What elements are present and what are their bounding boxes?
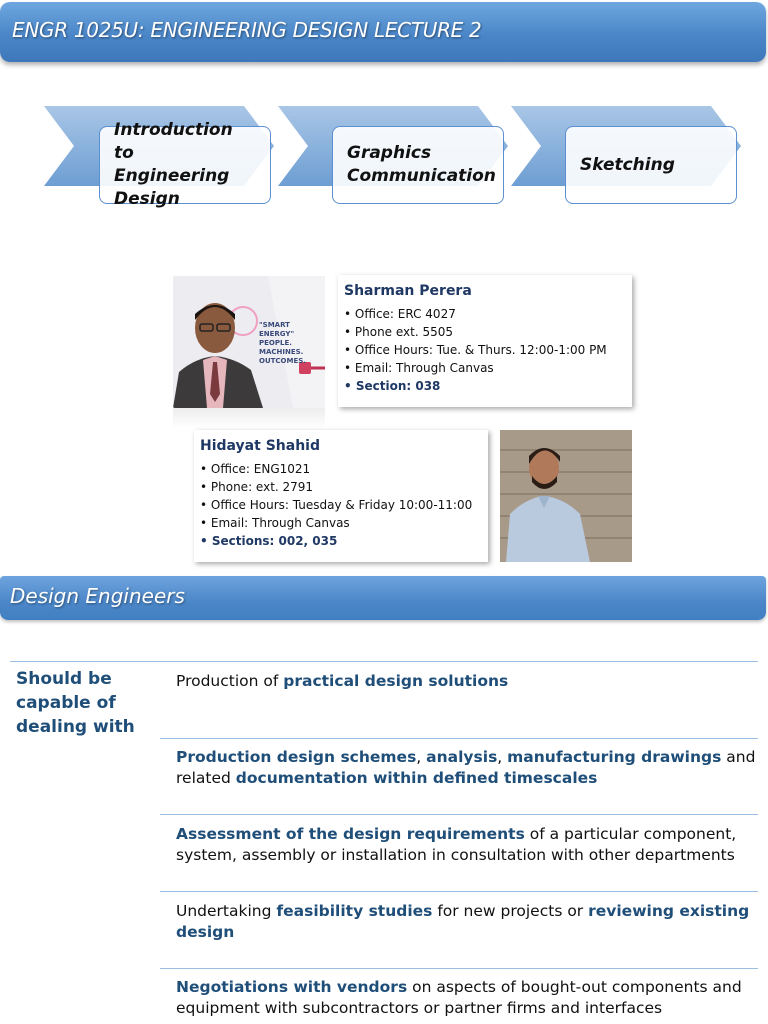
step-label: Graphics Communication xyxy=(347,143,496,186)
emphasized-text: practical design solutions xyxy=(283,672,509,690)
instructor-office: • Office: ENG1021 xyxy=(200,462,311,476)
table-row xyxy=(176,977,756,1019)
table-divider xyxy=(160,738,758,739)
capability-label: Should be capable of dealing with xyxy=(16,669,135,737)
instructor-phone: • Phone ext. 5505 xyxy=(344,325,454,339)
instructor-name: Sharman Perera xyxy=(344,283,472,299)
table-divider xyxy=(160,891,758,892)
photo-reflection xyxy=(173,408,325,428)
row-text: Production of xyxy=(176,672,284,690)
step-intro-engineering-design xyxy=(99,120,271,209)
row-text: of a particular component, system, assembly or installation in consultation with other departments xyxy=(176,825,737,864)
step-label: Sketching xyxy=(580,154,675,175)
table-divider xyxy=(10,661,758,662)
emphasized-text: Negotiations with vendors xyxy=(176,978,408,996)
emphasized-text: analysis xyxy=(426,748,498,766)
step-sketching xyxy=(565,126,737,204)
instructor-email: • Email: Through Canvas xyxy=(344,361,494,375)
instructor-section: • Sections: 002, 035 xyxy=(200,534,338,548)
instructor-hours: • Office Hours: Tuesday & Friday 10:00-11:00 xyxy=(200,498,473,512)
emphasized-text: Assessment of the design requirements xyxy=(176,825,525,843)
instructor-photo-sharman xyxy=(173,276,325,408)
table-row xyxy=(176,901,756,943)
row-text: , xyxy=(497,748,508,766)
emphasized-text: reviewing existing design xyxy=(176,902,750,941)
instructor-hours: • Office Hours: Tue. & Thurs. 12:00-1:00 PM xyxy=(344,343,607,357)
section-header-bar xyxy=(0,576,766,620)
instructor-name: Hidayat Shahid xyxy=(200,438,320,454)
emphasized-text: feasibility studies xyxy=(276,902,433,920)
poster-text: "SMART ENERGY" PEOPLE. MACHINES. OUTCOMES. xyxy=(259,321,306,365)
step-graphics-communication xyxy=(332,126,504,204)
section-title: Design Engineers xyxy=(10,584,185,608)
instructor-card-hidayat xyxy=(194,430,488,562)
instructor-phone: • Phone: ext. 2791 xyxy=(200,480,314,494)
emphasized-text: documentation within defined timescales xyxy=(235,769,598,787)
title-bar xyxy=(0,2,766,62)
row-text: on aspects of bought-out components and equipment with subcontractors or partner firms and interfaces xyxy=(176,978,742,1017)
instructor-photo-hidayat xyxy=(500,430,632,562)
table-divider xyxy=(160,968,758,969)
lecture-title: ENGR 1025U: ENGINEERING DESIGN LECTURE 2 xyxy=(12,18,482,42)
instructor-email: • Email: Through Canvas xyxy=(200,516,350,530)
instructor-card-sharman xyxy=(338,275,632,407)
table-row xyxy=(176,747,756,789)
instructor-office: • Office: ERC 4027 xyxy=(344,307,456,321)
table-row xyxy=(176,671,756,692)
step-label: Introduction to Engineering Design xyxy=(114,120,233,209)
row-text: for new projects or xyxy=(432,902,589,920)
emphasized-text: Production design schemes xyxy=(176,748,417,766)
table-row xyxy=(176,824,756,866)
row-text: Undertaking xyxy=(176,902,277,920)
portrait-image xyxy=(500,430,632,562)
emphasized-text: manufacturing drawings xyxy=(507,748,722,766)
table-divider xyxy=(160,814,758,815)
row-text: and related xyxy=(176,748,756,787)
instructor-section: • Section: 038 xyxy=(344,379,441,393)
row-text: , xyxy=(416,748,427,766)
